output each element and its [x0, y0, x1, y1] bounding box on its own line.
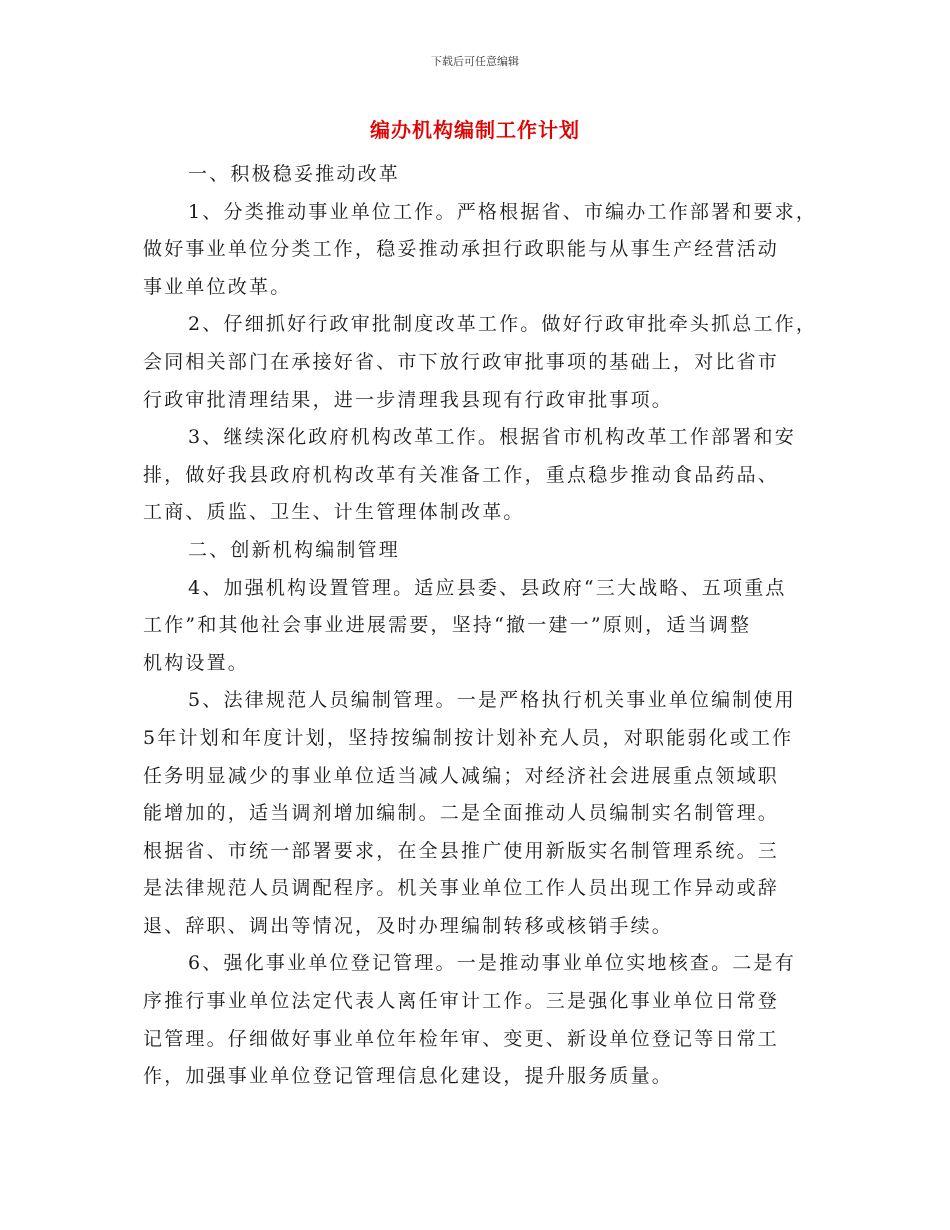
header-note: 下载后可任意编辑	[431, 55, 519, 68]
text-line: 任务明显减少的事业单位适当减人减编；对经济社会进展重点领域职	[143, 764, 780, 787]
text-line: 2、仔细抓好行政审批制度改革工作。做好行政审批牵头抓总工作，	[188, 313, 818, 336]
text-line: 行政审批清理结果，进一步清理我县现有行政审批事项。	[143, 388, 674, 411]
text-line: 是法律规范人员调配程序。机关事业单位工作人员出现工作异动或辞	[143, 877, 780, 900]
text-line: 序推行事业单位法定代表人离任审计工作。三是强化事业单位日常登	[143, 990, 780, 1013]
text-line: 排，做好我县政府机构改革有关准备工作，重点稳步推动食品药品、	[143, 463, 780, 486]
text-line: 做好事业单位分类工作，稳妥推动承担行政职能与从事生产经营活动	[143, 238, 780, 261]
text-line: 一、积极稳妥推动改革	[188, 163, 401, 185]
text-line: 作，加强事业单位登记管理信息化建设，提升服务质量。	[143, 1065, 674, 1088]
text-line: 事业单位改革。	[143, 275, 292, 298]
text-line: 工作”和其他社会事业进展需要，坚持“撤一建一”原则，适当调整	[143, 614, 752, 637]
text-line: 机构设置。	[143, 651, 250, 674]
text-line: 5年计划和年度计划，坚持按编制按计划补充人员，对职能弱化或工作	[143, 726, 794, 749]
text-line: 二、创新机构编制管理	[188, 538, 401, 561]
text-line: 退、辞职、调出等情况，及时办理编制转移或核销手续。	[143, 914, 674, 937]
text-line: 记管理。仔细做好事业单位年检年审、变更、新设单位登记等日常工	[143, 1027, 780, 1050]
text-line: 4、加强机构设置管理。适应县委、县政府“三大战略、五项重点	[188, 576, 787, 599]
text-line: 工商、质监、卫生、计生管理体制改革。	[143, 501, 525, 524]
document-title: 编办机构编制工作计划	[370, 118, 580, 142]
text-line: 根据省、市统一部署要求，在全县推广使用新版实名制管理系统。三	[143, 839, 780, 862]
text-line: 1、分类推动事业单位工作。严格根据省、市编办工作部署和要求，	[188, 200, 818, 223]
text-line: 5、法律规范人员编制管理。一是严格执行机关事业单位编制使用	[188, 689, 796, 712]
text-line: 能增加的，适当调剂增加编制。二是全面推动人员编制实名制管理。	[143, 802, 780, 825]
text-line: 会同相关部门在承接好省、市下放行政审批事项的基础上，对比省市	[143, 350, 780, 373]
text-line: 6、强化事业单位登记管理。一是推动事业单位实地核查。二是有	[188, 952, 796, 975]
text-line: 3、继续深化政府机构改革工作。根据省市机构改革工作部署和安	[188, 426, 796, 449]
document-body	[143, 156, 818, 1096]
